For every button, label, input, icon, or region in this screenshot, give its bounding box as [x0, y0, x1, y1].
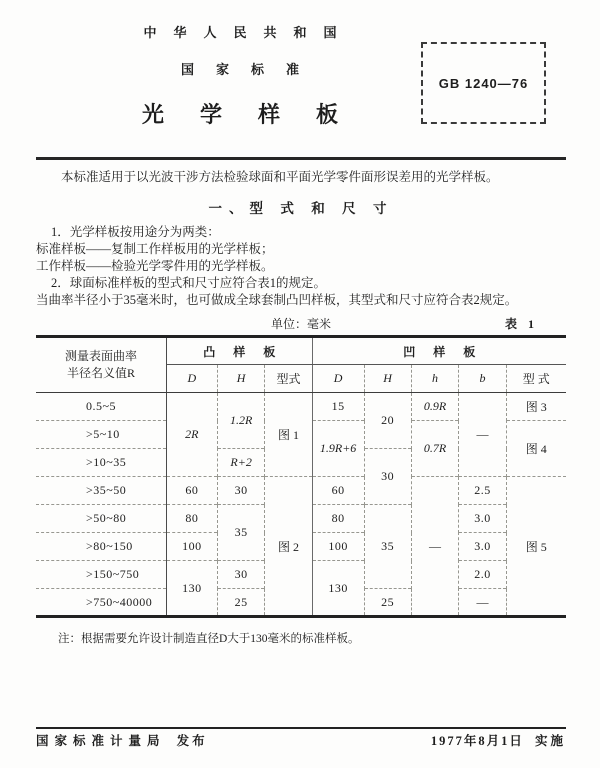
cell-d-convex: 80 — [166, 505, 217, 533]
table-header-groups — [36, 337, 566, 365]
section-title: 一、型 式 和 尺 寸 — [208, 201, 394, 216]
table-row — [36, 477, 566, 505]
cell-r-range: >80~150 — [36, 533, 166, 561]
cell-h-edge: — — [411, 477, 459, 617]
standard-type: 国家标准 — [180, 62, 321, 77]
cell-d-concave: 60 — [312, 477, 364, 505]
publish-action: 发布 — [176, 734, 208, 748]
cell-type-convex: 图 2 — [265, 477, 312, 617]
header-radius-line1: 测量表面曲率 — [64, 349, 137, 363]
cell-d-convex: 100 — [166, 533, 217, 561]
table-row — [36, 393, 566, 421]
cell-b-edge: 2.5 — [459, 477, 506, 505]
cell-d-convex: 60 — [166, 477, 217, 505]
cell-r-range: 0.5~5 — [36, 393, 166, 421]
country-name: 中华人民共和国 — [143, 25, 354, 40]
footer-divider — [36, 727, 566, 729]
cell-h-convex: R+2 — [217, 449, 265, 477]
header-d-concave: D — [312, 365, 364, 393]
implementation-action: 实施 — [534, 734, 566, 748]
cell-b-edge: 3.0 — [459, 533, 506, 561]
header-b-edge: b — [459, 365, 506, 393]
header-h-concave: H — [364, 365, 411, 393]
cell-type-convex: 图 1 — [265, 393, 312, 477]
cell-r-range: >35~50 — [36, 477, 166, 505]
header-divider — [36, 157, 566, 160]
cell-h-concave: 20 — [364, 393, 411, 449]
paragraph-5: 当曲率半径小于35毫米时，也可做成全球套制凸凹样板，其型式和尺寸应符合表2规定。 — [36, 293, 518, 307]
cell-b-edge: — — [459, 393, 506, 477]
cell-h-concave: 25 — [364, 589, 411, 617]
header-d-convex: D — [166, 365, 217, 393]
header-h-edge: h — [411, 365, 459, 393]
document-body — [36, 165, 566, 646]
cell-d-concave: 1.9R+6 — [312, 421, 364, 477]
cell-b-edge: 3.0 — [459, 505, 506, 533]
header-radius-line2: 半径名义值R — [66, 366, 135, 380]
table-note: 注：根据需要允许设计制造直径D大于130毫米的标准样板。 — [58, 633, 360, 645]
publisher-name: 国家标准计量局 — [36, 734, 166, 748]
cell-type-concave: 图 5 — [506, 477, 566, 617]
cell-d-concave: 100 — [312, 533, 364, 561]
cell-r-range: >5~10 — [36, 421, 166, 449]
cell-d-concave: 15 — [312, 393, 364, 421]
table-1 — [36, 335, 566, 618]
document-footer — [36, 731, 566, 749]
cell-d-concave: 130 — [312, 561, 364, 617]
document-header — [0, 22, 480, 129]
cell-d-convex: 2R — [166, 393, 217, 477]
document-title: 光学样板 — [141, 102, 374, 127]
footer-publisher — [36, 731, 208, 749]
cell-h-edge: 0.7R — [411, 421, 459, 477]
cell-d-convex: 130 — [166, 561, 217, 617]
table-caption-row — [36, 315, 566, 331]
cell-h-concave: 30 — [364, 449, 411, 505]
header-radius — [36, 337, 166, 393]
cell-h-convex: 25 — [217, 589, 265, 617]
footer-date — [431, 731, 566, 749]
cell-b-edge: — — [459, 589, 506, 617]
header-type-convex: 型式 — [265, 365, 312, 393]
standard-code-box — [421, 42, 546, 124]
header-convex-group: 凸样板 — [166, 337, 312, 365]
header-type-concave: 型 式 — [506, 365, 566, 393]
scope-paragraph: 本标准适用于以光波干涉方法检验球面和平面光学零件面形误差用的光学样板。 — [61, 170, 499, 184]
cell-type-concave: 图 3 — [506, 393, 566, 421]
cell-h-concave: 35 — [364, 505, 411, 589]
cell-d-concave: 80 — [312, 505, 364, 533]
cell-r-range: >750~40000 — [36, 589, 166, 617]
paragraph-3: 工作样板——检验光学零件用的光学样板。 — [36, 259, 274, 273]
cell-r-range: >50~80 — [36, 505, 166, 533]
cell-h-edge: 0.9R — [411, 393, 459, 421]
standard-code: GB 1240—76 — [438, 75, 529, 91]
header-concave-group: 凹样板 — [312, 337, 566, 365]
paragraph-4: 2．球面标准样板的型式和尺寸应符合表1的规定。 — [51, 276, 327, 290]
cell-h-convex: 30 — [217, 477, 265, 505]
table-number-label: 表 1 — [504, 317, 538, 331]
paragraph-1: 1．光学样板按用途分为两类： — [51, 225, 220, 239]
cell-h-convex: 1.2R — [217, 393, 265, 449]
unit-label: 单位：毫米 — [270, 317, 331, 331]
paragraph-2: 标准样板——复制工作样板用的光学样板； — [36, 242, 274, 256]
cell-h-convex: 30 — [217, 561, 265, 589]
cell-h-convex: 35 — [217, 505, 265, 561]
header-h-convex: H — [217, 365, 265, 393]
cell-r-range: >10~35 — [36, 449, 166, 477]
cell-b-edge: 2.0 — [459, 561, 506, 589]
cell-r-range: >150~750 — [36, 561, 166, 589]
cell-type-concave: 图 4 — [506, 421, 566, 477]
implementation-date: 1977年8月1日 — [430, 734, 524, 748]
